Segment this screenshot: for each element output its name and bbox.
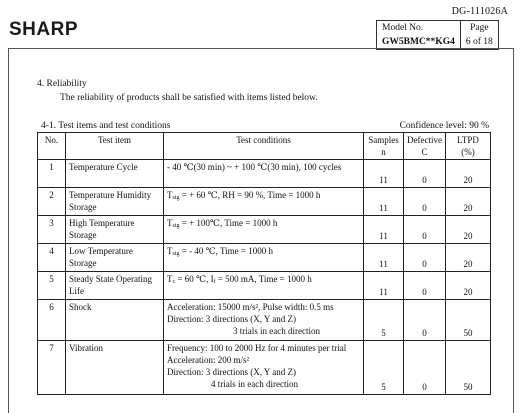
row-test-item: High Temperature Storage bbox=[66, 216, 164, 244]
cond-symbol: T bbox=[167, 218, 173, 228]
header-test-conditions: Test conditions bbox=[164, 133, 364, 160]
cond-text: = + 100℃, Time = 1000 h bbox=[179, 218, 278, 228]
subsection-title: 4-1. Test items and test conditions bbox=[41, 121, 171, 131]
row-defective: 0 bbox=[404, 160, 446, 188]
header-no: No. bbox=[38, 133, 66, 160]
model-label: Model No. bbox=[377, 21, 461, 36]
row-test-conditions bbox=[164, 188, 364, 216]
cond-text: = - 40 ℃, Time = 1000 h bbox=[179, 246, 273, 256]
row-samples: 5 bbox=[364, 300, 404, 341]
row-samples: 11 bbox=[364, 160, 404, 188]
cond-text: = + 60 ℃, RH = 90 %, Time = 1000 h bbox=[179, 190, 321, 200]
row-test-conditions bbox=[164, 300, 364, 341]
header-test-item: Test item bbox=[66, 133, 164, 160]
table-row bbox=[38, 341, 491, 395]
cond-symbol: T bbox=[167, 190, 173, 200]
table-row bbox=[38, 272, 491, 300]
row-test-item: Low Temperature Storage bbox=[66, 244, 164, 272]
header-samples: Samples n bbox=[364, 133, 404, 160]
row-test-item: Steady State Operating Life bbox=[66, 272, 164, 300]
confidence-level: Confidence level: 90 % bbox=[399, 121, 489, 131]
cond-line: Direction: 3 directions (X, Y and Z) bbox=[167, 367, 297, 377]
row-ltpd: 50 bbox=[446, 341, 491, 395]
row-test-conditions bbox=[164, 341, 364, 395]
row-ltpd: 20 bbox=[446, 216, 491, 244]
row-test-item: Vibration bbox=[66, 341, 164, 395]
page-number: 6 of 18 bbox=[460, 35, 498, 50]
section-title: 4. Reliability bbox=[37, 79, 87, 89]
header-ltpd: LTPD (%) bbox=[446, 133, 491, 160]
section-sentence: The reliability of products shall be satisfied with items listed below. bbox=[60, 93, 318, 103]
reliability-table bbox=[37, 132, 491, 395]
cond-subscript: stg bbox=[172, 251, 180, 257]
header-defective: Defective C bbox=[404, 133, 446, 160]
table-header-row bbox=[38, 133, 491, 160]
cond-subscript: stg bbox=[172, 223, 180, 229]
table-row bbox=[38, 188, 491, 216]
row-defective: 0 bbox=[404, 188, 446, 216]
cond-symbol: T bbox=[167, 274, 173, 284]
row-ltpd: 50 bbox=[446, 300, 491, 341]
cond-subscript: f bbox=[213, 279, 216, 285]
cond-line: Frequency: 100 to 2000 Hz for 4 minutes per trial bbox=[167, 343, 347, 353]
table-row bbox=[38, 216, 491, 244]
row-no: 2 bbox=[38, 188, 66, 216]
cond-line: Acceleration: 200 m/s² bbox=[167, 355, 250, 365]
cond-subscript: stg bbox=[172, 195, 180, 201]
row-test-conditions: - 40 ℃(30 min) ~ + 100 ℃(30 min), 100 cycles bbox=[164, 160, 364, 188]
row-test-conditions bbox=[164, 272, 364, 300]
row-no: 3 bbox=[38, 216, 66, 244]
row-defective: 0 bbox=[404, 216, 446, 244]
row-test-item: Temperature Cycle bbox=[66, 160, 164, 188]
row-samples: 11 bbox=[364, 244, 404, 272]
row-test-item: Shock bbox=[66, 300, 164, 341]
row-defective: 0 bbox=[404, 244, 446, 272]
model-number: GW5BMC**KG4 bbox=[377, 35, 461, 50]
row-ltpd: 20 bbox=[446, 160, 491, 188]
table-row bbox=[38, 160, 491, 188]
cond-line: 4 trials in each direction bbox=[211, 379, 298, 389]
row-ltpd: 20 bbox=[446, 188, 491, 216]
table-row bbox=[38, 300, 491, 341]
model-page-box bbox=[376, 20, 499, 50]
row-no: 4 bbox=[38, 244, 66, 272]
cond-line: 3 trials in each direction bbox=[233, 326, 320, 336]
row-ltpd: 20 bbox=[446, 244, 491, 272]
row-defective: 0 bbox=[404, 300, 446, 341]
row-no: 6 bbox=[38, 300, 66, 341]
row-no: 7 bbox=[38, 341, 66, 395]
cond-symbol: T bbox=[167, 246, 173, 256]
frame-right-rule bbox=[513, 48, 514, 413]
row-defective: 0 bbox=[404, 272, 446, 300]
row-samples: 5 bbox=[364, 341, 404, 395]
frame-top-rule bbox=[8, 48, 514, 49]
row-test-conditions bbox=[164, 244, 364, 272]
cond-line: Direction: 3 directions (X, Y and Z) bbox=[167, 314, 297, 324]
table-row bbox=[38, 244, 491, 272]
row-test-item: Temperature Humidity Storage bbox=[66, 188, 164, 216]
frame-left-rule bbox=[8, 48, 9, 413]
row-samples: 11 bbox=[364, 272, 404, 300]
row-ltpd: 20 bbox=[446, 272, 491, 300]
row-defective: 0 bbox=[404, 341, 446, 395]
row-no: 5 bbox=[38, 272, 66, 300]
row-samples: 11 bbox=[364, 188, 404, 216]
cond-text: = 60 ℃, I bbox=[175, 274, 214, 284]
cond-line: Acceleration: 15000 m/s², Pulse width: 0.5 ms bbox=[167, 302, 334, 312]
cond-subscript: c bbox=[172, 279, 176, 285]
row-test-conditions bbox=[164, 216, 364, 244]
cond-text: = 500 mA, Time = 1000 h bbox=[215, 274, 312, 284]
sharp-logo: SHARP bbox=[9, 19, 79, 40]
page-label: Page bbox=[460, 21, 498, 36]
row-no: 1 bbox=[38, 160, 66, 188]
row-samples: 11 bbox=[364, 216, 404, 244]
document-id: DG-111026A bbox=[451, 6, 508, 17]
